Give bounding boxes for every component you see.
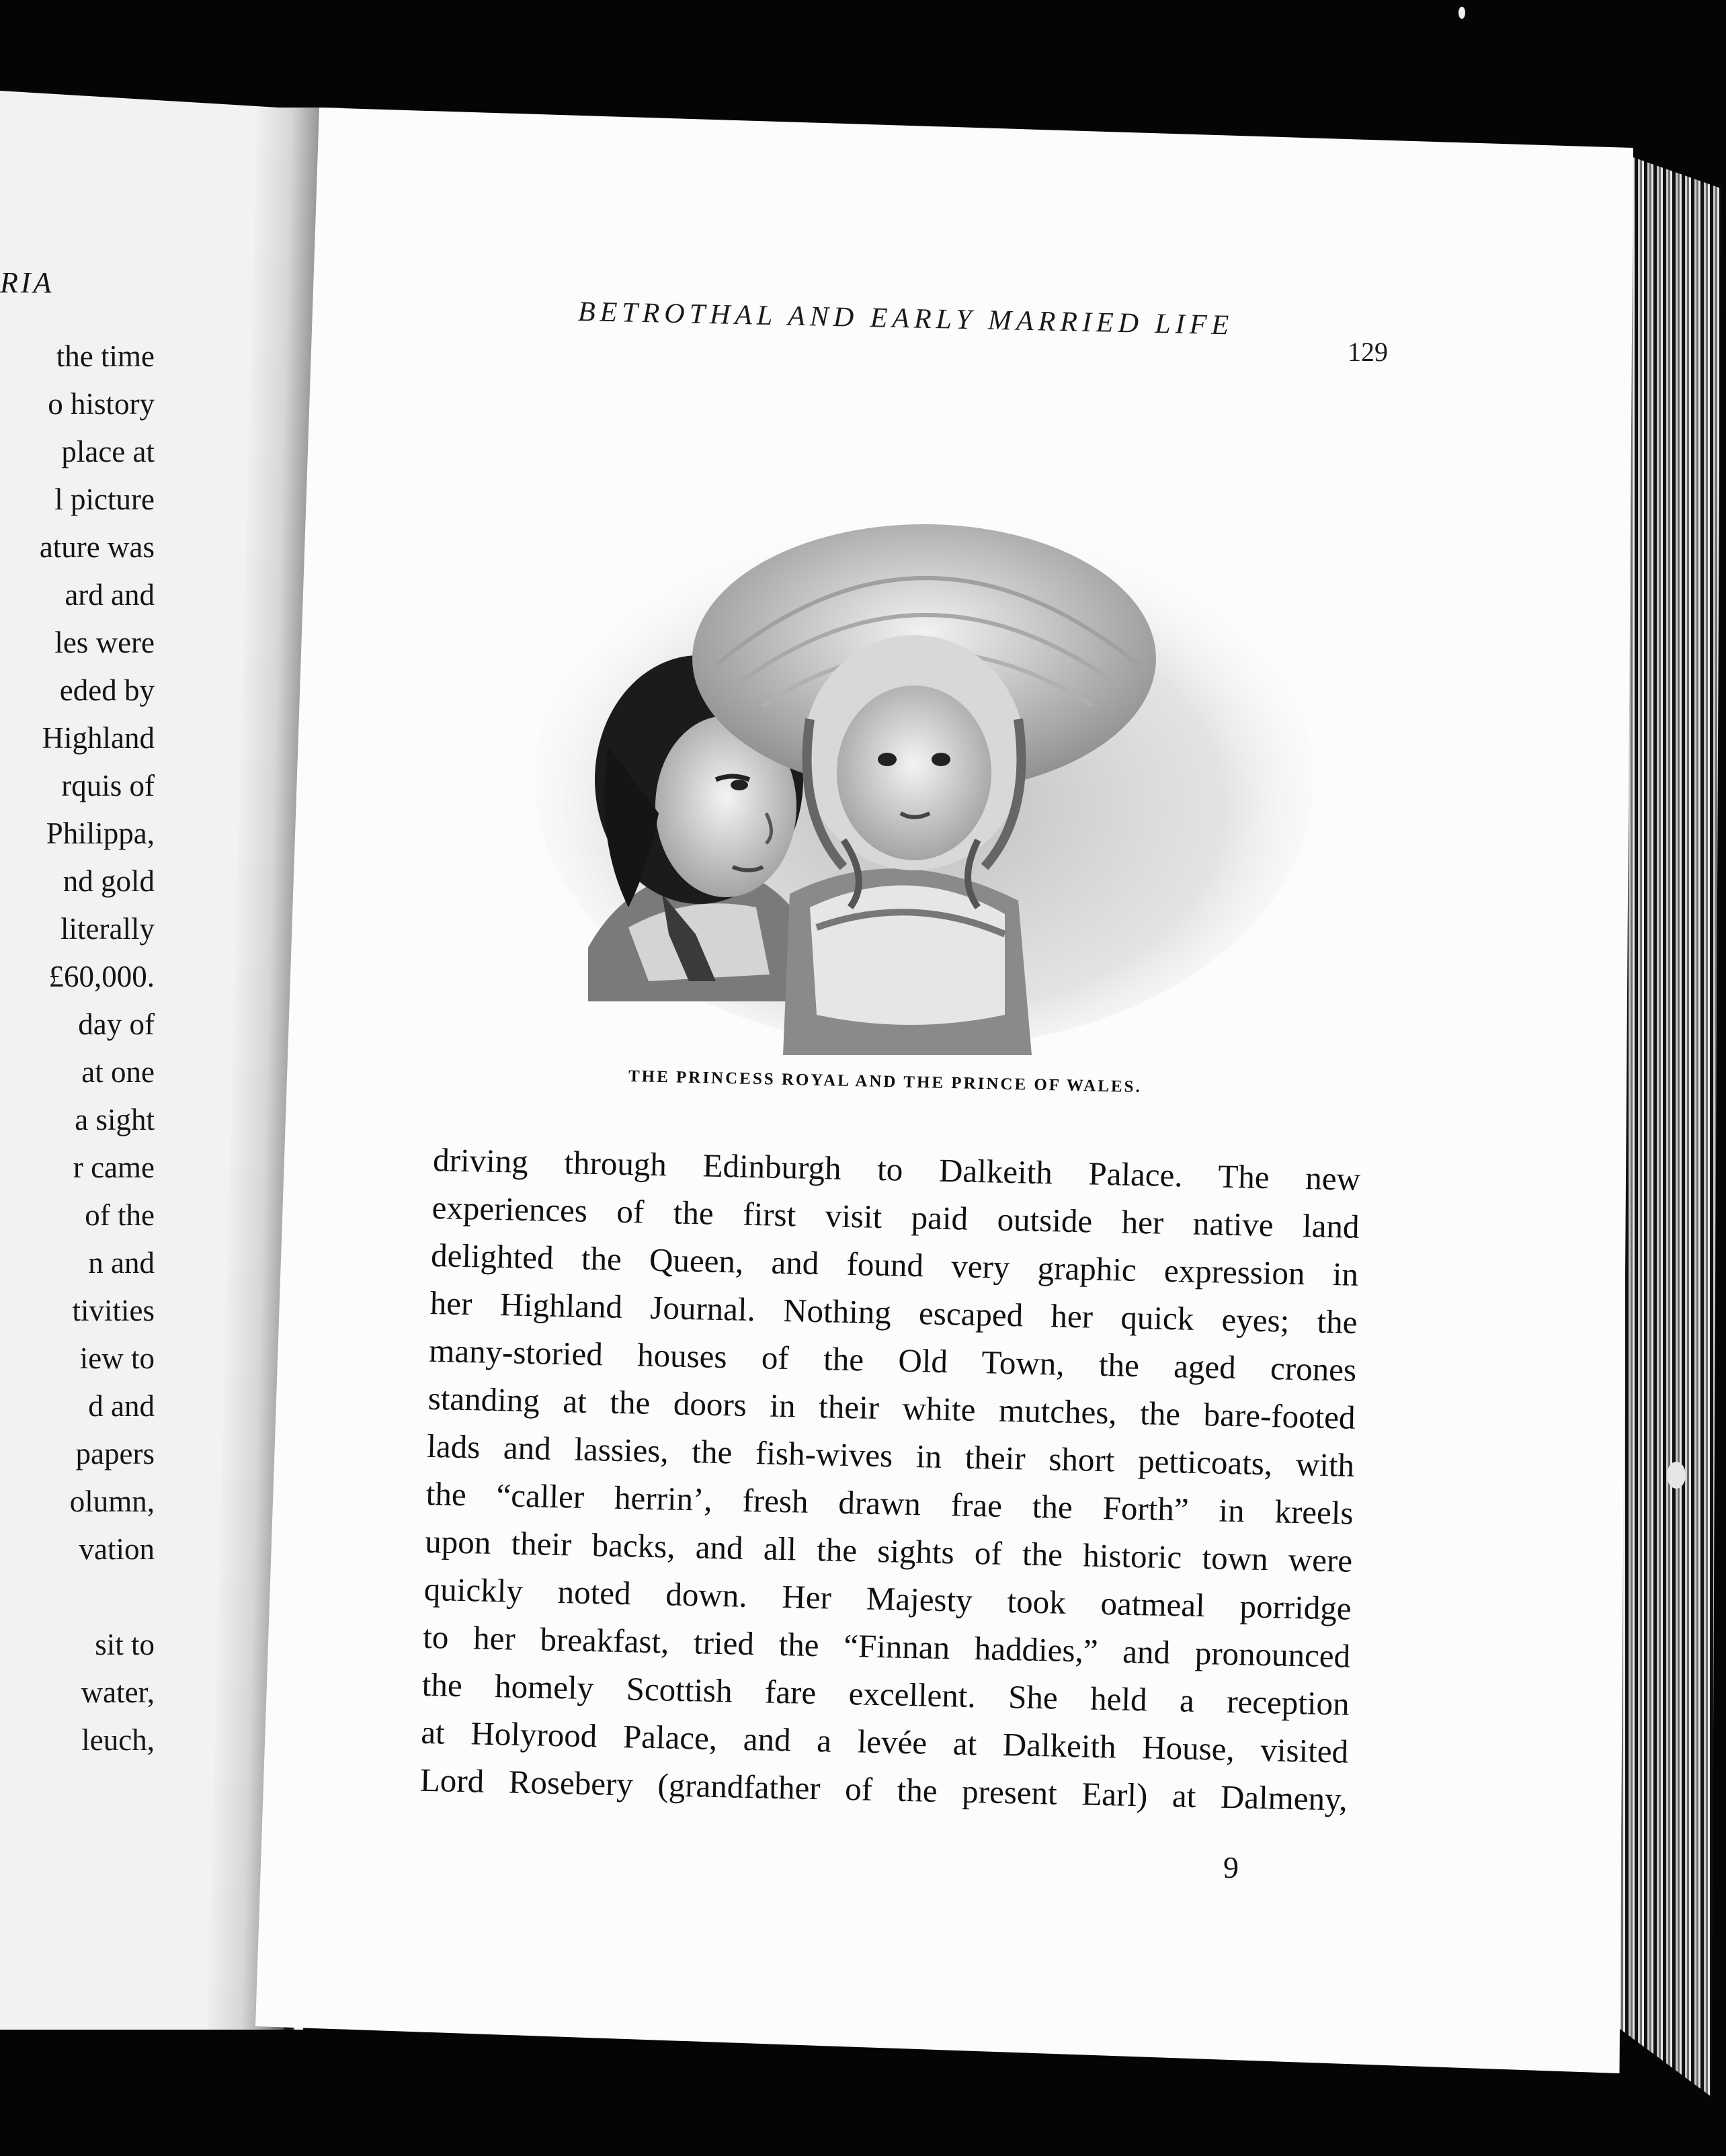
left-line: olumn,	[69, 1485, 155, 1518]
body-line: at Holyrood Palace, and a levée at Dalkeith House, visited	[420, 1713, 1349, 1770]
left-line: les were	[54, 626, 155, 659]
body-line: her Highland Journal. Nothing escaped her quick eyes; the	[429, 1284, 1358, 1341]
body-line: delighted the Queen, and found very graphic expression in	[430, 1236, 1359, 1293]
left-line: leuch,	[81, 1723, 155, 1757]
film-speck	[1667, 1462, 1686, 1489]
left-line: of the	[85, 1198, 155, 1232]
body-line: Lord Rosebery (grandfather of the present Earl) at Dalmeny,	[419, 1761, 1348, 1818]
left-line: the time	[56, 339, 155, 373]
body-line: to her breakfast, tried the “Finnan haddies,” and pronounced	[422, 1618, 1351, 1675]
left-line: day of	[78, 1007, 155, 1041]
portrait-illustration	[494, 464, 1354, 1055]
left-line: o history	[48, 387, 155, 421]
body-line: upon their backs, and all the sights of the historic town were	[424, 1522, 1353, 1579]
left-line: Highland	[42, 721, 155, 755]
left-line: £60,000.	[48, 960, 155, 993]
left-line: place at	[61, 435, 155, 468]
body-line: quickly noted down. Her Majesty took oatmeal porridge	[423, 1570, 1352, 1627]
left-line: nd gold	[63, 864, 155, 898]
left-line: vation	[79, 1532, 155, 1566]
left-line: d and	[88, 1389, 155, 1423]
left-running-head: RIA	[0, 266, 54, 299]
illustration-caption: THE PRINCESS ROYAL AND THE PRINCE OF WALES.	[628, 1067, 1143, 1096]
left-line: a sight	[75, 1103, 155, 1136]
left-line: rquis of	[61, 769, 155, 802]
film-speck	[1458, 7, 1465, 19]
left-line: water,	[81, 1675, 155, 1709]
left-line	[0, 1573, 155, 1621]
left-line: at one	[81, 1055, 155, 1089]
left-line: sit to	[95, 1628, 155, 1661]
body-line: many-storied houses of the Old Town, the aged crones	[428, 1331, 1357, 1388]
left-line: iew to	[79, 1341, 155, 1375]
left-line: l picture	[54, 483, 155, 516]
left-line: eded by	[59, 673, 155, 707]
body-line: experiences of the first visit paid outside her native land	[432, 1188, 1360, 1245]
running-head: BETROTHAL AND EARLY MARRIED LIFE	[577, 296, 1234, 341]
body-line: the “caller herrin’, fresh drawn frae the Forth” in kreels	[425, 1475, 1354, 1532]
signature-mark: 9	[1223, 1850, 1239, 1884]
left-line: n and	[88, 1246, 155, 1280]
body-line: the homely Scottish fare excellent. She held a reception	[421, 1665, 1350, 1723]
left-page-text	[0, 333, 155, 1764]
left-line: Philippa,	[46, 817, 155, 850]
body-line: driving through Edinburgh to Dalkeith Palace. The new	[432, 1141, 1361, 1198]
left-line: r came	[73, 1151, 155, 1184]
left-line: ard and	[65, 578, 155, 612]
left-line: ature was	[39, 530, 155, 564]
body-line: lads and lassies, the fish-wives in their short petticoats, with	[426, 1427, 1355, 1484]
page-number: 129	[1348, 337, 1388, 367]
body-text	[419, 1136, 1361, 1823]
left-line: tivities	[72, 1294, 155, 1327]
left-line: papers	[75, 1437, 155, 1470]
left-line: literally	[60, 912, 155, 946]
body-line: standing at the doors in their white mutches, the bare-footed	[427, 1379, 1356, 1436]
